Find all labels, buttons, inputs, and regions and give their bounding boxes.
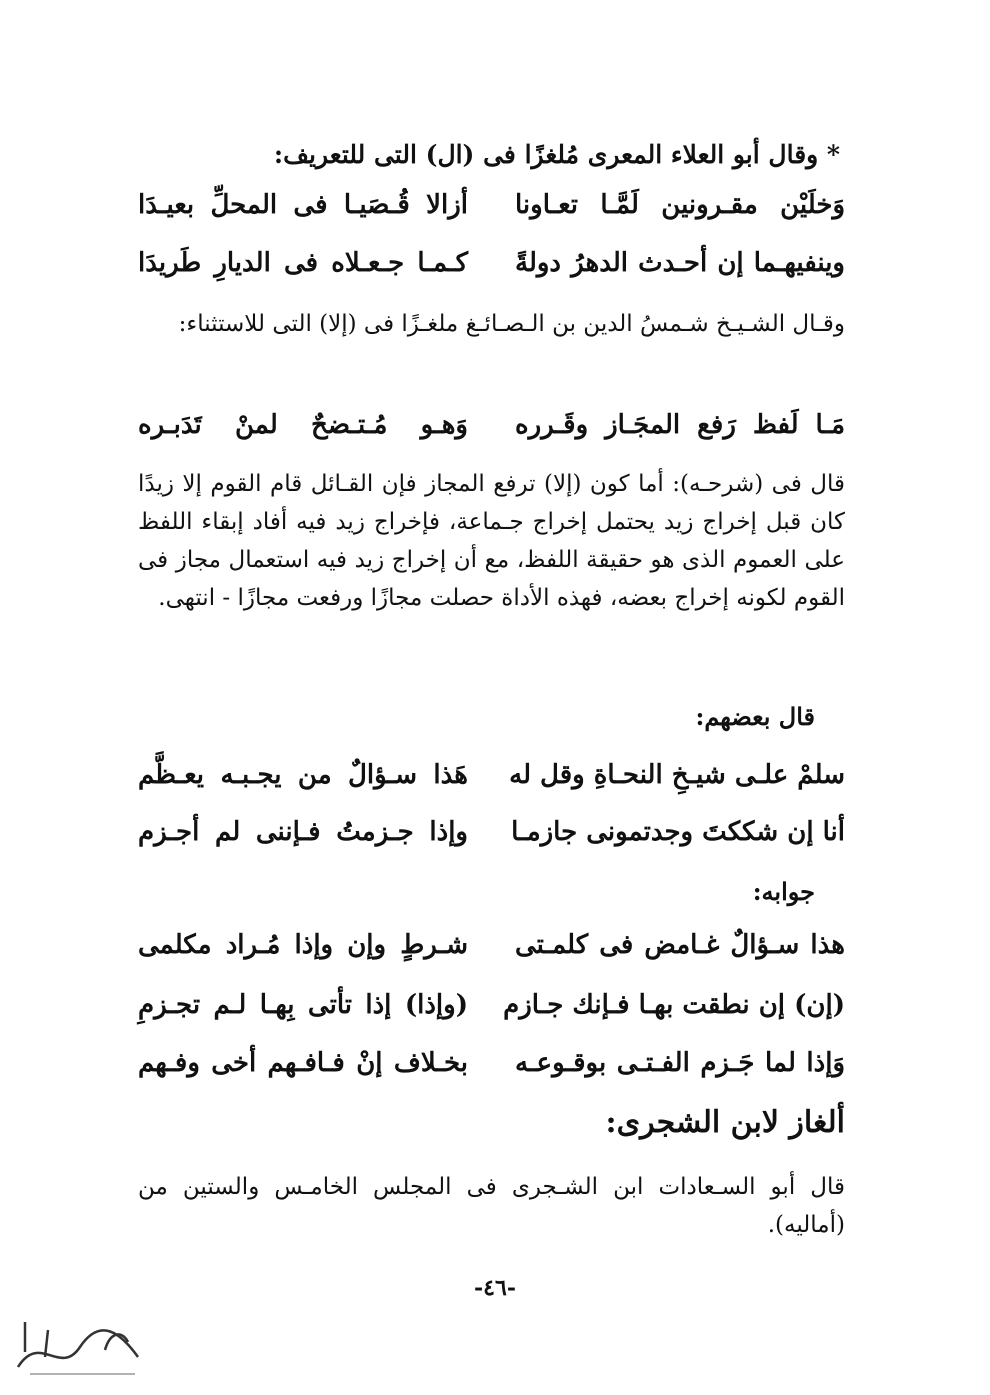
verse-5-hemistich-a: أنا إن شككتَ وجدتمونى جازمـا bbox=[511, 817, 845, 847]
verse-7-hemistich-a: (إن) إن نطقت بهـا فـإنك جـازم bbox=[503, 990, 845, 1020]
verse-4 bbox=[138, 760, 845, 800]
verse-2 bbox=[138, 248, 845, 288]
verse-1-hemistich-b: أزالا قُـصَيـا فى المحلِّ بعيـدَا bbox=[138, 190, 468, 220]
paragraph-2: قال فى (شرحـه): أما كون (إلا) ترفع المجاز فإن القـائل قام القوم إلا زيدًا كان قبل إخراج زيد يحتمل إخراج جـماعة، فإخراج زيد فيه أفاد إبقاء اللفظ على العموم الذى هو حقيقة اللفظ، مع أن إخراج زيد فيه استعمال مجاز فى القوم لكونه إخراج بعضه، فهذه الأداة حصلت مجازًا ورفعت مجازًا - انتهى. bbox=[138, 471, 845, 611]
paragraph-3: قال أبو السـعادات ابن الشـجرى فى المجلس الخامـس والستين من (أماليه). bbox=[138, 1174, 845, 1238]
label-some-said: قال بعضهم: bbox=[695, 702, 815, 731]
label-answer: جوابه: bbox=[752, 877, 815, 906]
verse-6 bbox=[138, 930, 845, 970]
intro-line: * وقال أبو العلاء المعرى مُلغزًا فى (ال) التى للتعريف: bbox=[273, 140, 840, 169]
verse-4-hemistich-a: سلمْ علـى شيـخِ النحـاةِ وقل له bbox=[509, 760, 845, 790]
verse-2-hemistich-a: وينفيهـما إن أحـدث الدهرُ دولةً bbox=[515, 248, 845, 278]
verse-3 bbox=[138, 410, 845, 450]
verse-4-hemistich-b: هَذا سـؤالٌ من يجـبـه يعـظَّم bbox=[138, 760, 468, 790]
verse-1-hemistich-a: وَخلَيْن مقـرونين لَمَّـا تعـاونا bbox=[515, 190, 845, 220]
verse-5 bbox=[138, 817, 845, 857]
verse-3-hemistich-a: مَـا لَفظ رَفع المجَـاز وقَـرره bbox=[515, 410, 845, 440]
section-heading: ألغاز لابن الشجرى: bbox=[605, 1105, 845, 1140]
verse-8-hemistich-b: بخـلاف إنْ فـافـهم أخى وفـهم bbox=[138, 1048, 468, 1078]
verse-7-hemistich-b: (وإذا) إذا تأتى بِهـا لـم تجـزمِ bbox=[138, 990, 468, 1020]
verse-1 bbox=[138, 190, 845, 230]
page-number: -٤٦- bbox=[474, 1275, 516, 1301]
publisher-stamp-logo bbox=[10, 1312, 145, 1384]
verse-5-hemistich-b: وإذا جـزمتُ فـإننى لم أجـزم bbox=[138, 817, 468, 847]
verse-6-hemistich-b: شـرطٍ وإن وإذا مُـراد مكلمى bbox=[138, 930, 468, 960]
verse-3-hemistich-b: وَهـو مُـتـضحٌ لمنْ تَدَبـره bbox=[138, 410, 468, 440]
verse-6-hemistich-a: هذا سـؤالٌ غـامض فى كلمـتى bbox=[515, 930, 845, 960]
verse-7 bbox=[138, 990, 845, 1030]
verse-8 bbox=[138, 1048, 845, 1088]
verse-2-hemistich-b: كـمـا جـعـلاه فى الديارِ طَريدَا bbox=[138, 248, 468, 278]
verse-8-hemistich-a: وَإذا لما جَـزم الفـتـى بوقـوعـه bbox=[515, 1048, 845, 1078]
paragraph-1: وقـال الشـيـخ شـمسُ الدين بن الـصـائـغ ملغـزًا فى (إلا) التى للاستثناء: bbox=[178, 311, 845, 337]
